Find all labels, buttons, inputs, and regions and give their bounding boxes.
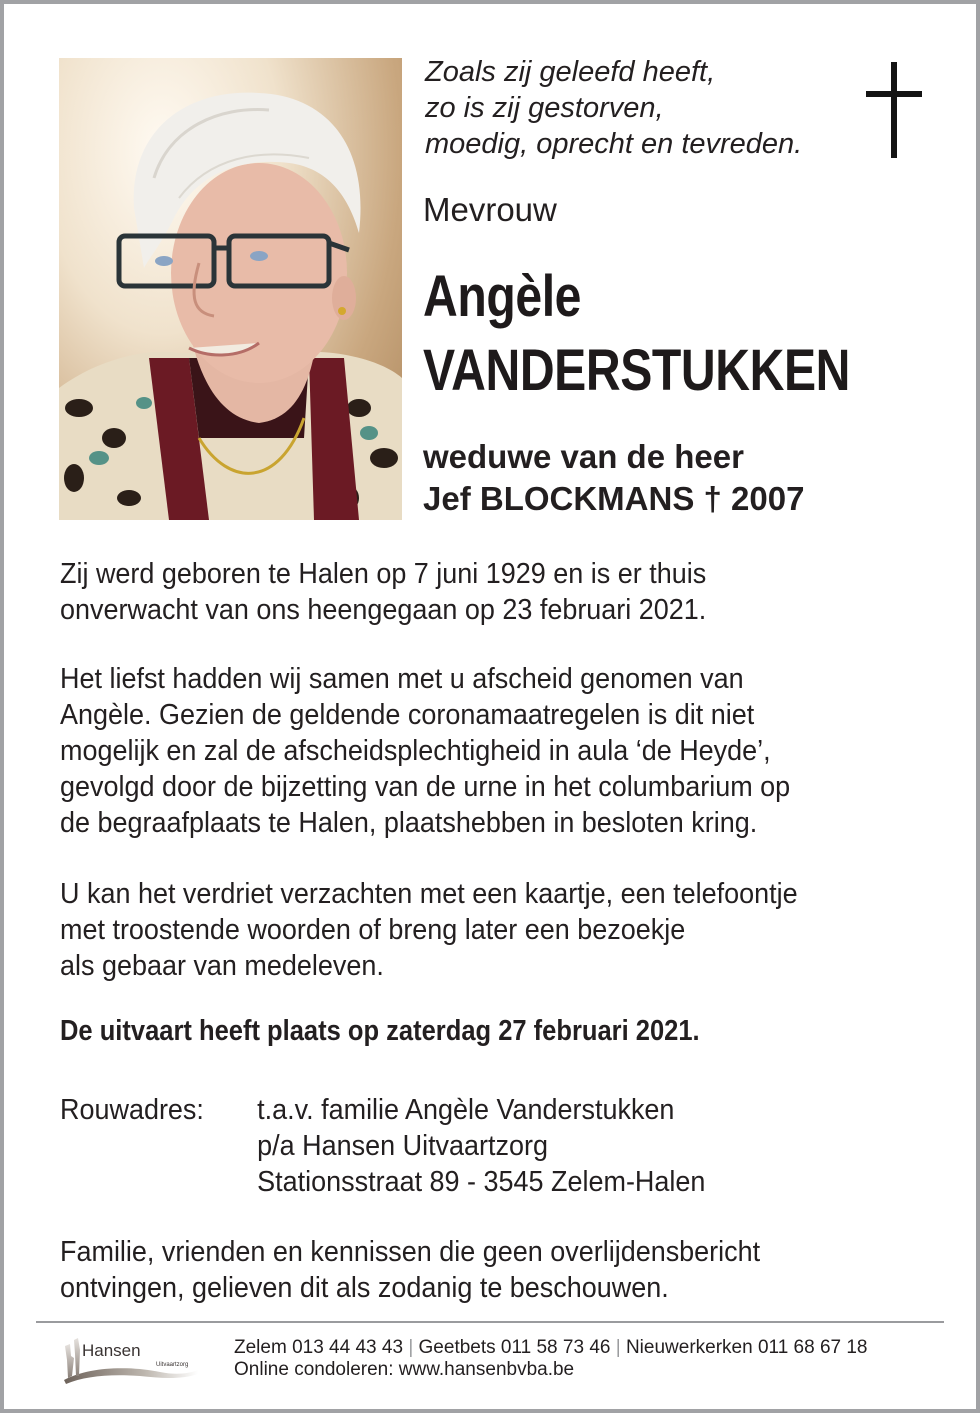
notice-paragraph xyxy=(60,1234,760,1306)
phone-number[interactable]: 011 68 67 18 xyxy=(757,1337,868,1358)
condolence-paragraph xyxy=(60,876,798,984)
cross-icon xyxy=(866,62,922,158)
text-line: Familie, vrienden en kennissen die geen overlijdensbericht xyxy=(60,1236,761,1268)
text-line: onverwacht van ons heengegaan op 23 februari 2021. xyxy=(60,594,707,626)
online-condolence xyxy=(234,1359,574,1381)
office-zelem: Zelem 013 44 43 43 xyxy=(234,1337,404,1358)
spouse-line: weduwe van de heer xyxy=(423,438,744,475)
address-label: Rouwadres: xyxy=(60,1094,204,1126)
text-line: de begraafplaats te Halen, plaatshebben in besloten kring. xyxy=(60,807,758,839)
separator: | xyxy=(615,1337,621,1358)
text-line: Het liefst hadden wij samen met u afscheid genomen van xyxy=(60,663,744,695)
salutation: Mevrouw xyxy=(423,191,557,228)
poem-line: zo is zij gestorven, xyxy=(425,92,664,124)
text-line: gevolgd door de bijzetting van de urne in het columbarium op xyxy=(60,771,791,803)
address-line: p/a Hansen Uitvaartzorg xyxy=(257,1130,548,1162)
deceased-first-name: Angèle xyxy=(423,264,582,329)
address-line: Stationsstraat 89 - 3545 Zelem-Halen xyxy=(257,1166,706,1198)
text-line: met troostende woorden of breng later een bezoekje xyxy=(60,914,686,946)
website-link[interactable]: www.hansenbvba.be xyxy=(398,1359,575,1380)
text-line: U kan het verdriet verzachten met een kaartje, een telefoontje xyxy=(60,878,798,910)
office-geetbets: Geetbets 011 58 73 46 xyxy=(418,1337,611,1358)
spouse-line: Jef BLOCKMANS † 2007 xyxy=(423,480,805,517)
online-label: Online condoleren: xyxy=(234,1359,394,1380)
portrait-photo xyxy=(59,58,402,520)
phone-number[interactable]: 011 58 73 46 xyxy=(500,1337,611,1358)
hansen-logo xyxy=(60,1336,200,1384)
text-line: Zij werd geboren te Halen op 7 juni 1929 en is er thuis xyxy=(60,558,707,590)
svg-text:Hansen: Hansen xyxy=(82,1341,141,1360)
funeral-date: De uitvaart heeft plaats op zaterdag 27 februari 2021. xyxy=(60,1015,700,1047)
text-line: mogelijk en zal de afscheidsplechtigheid in aula ‘de Heyde’, xyxy=(60,735,771,767)
address-line: t.a.v. familie Angèle Vanderstukken xyxy=(257,1094,675,1126)
birth-death-paragraph xyxy=(60,556,706,628)
poem-line: Zoals zij geleefd heeft, xyxy=(425,56,716,88)
logo-figures-icon xyxy=(60,1336,200,1384)
ceremony-paragraph xyxy=(60,661,790,841)
office-phones xyxy=(234,1337,868,1359)
poem-line: moedig, oprecht en tevreden. xyxy=(425,128,803,160)
office-nieuwerkerken: Nieuwerkerken 011 68 67 18 xyxy=(625,1337,868,1358)
phone-number[interactable]: 013 44 43 43 xyxy=(292,1337,404,1358)
separator: | xyxy=(408,1337,414,1358)
portrait-image xyxy=(59,58,402,520)
text-line: Angèle. Gezien de geldende coronamaatregelen is dit niet xyxy=(60,699,755,731)
spouse-info xyxy=(423,436,804,520)
text-line: ontvingen, gelieven dit als zodanig te beschouwen. xyxy=(60,1272,669,1304)
svg-text:Uitvaartzorg: Uitvaartzorg xyxy=(156,1362,189,1368)
footer-divider xyxy=(36,1321,944,1323)
text-line: als gebaar van medeleven. xyxy=(60,950,384,982)
deceased-last-name: VANDERSTUKKEN xyxy=(423,338,850,403)
poem xyxy=(425,54,802,162)
